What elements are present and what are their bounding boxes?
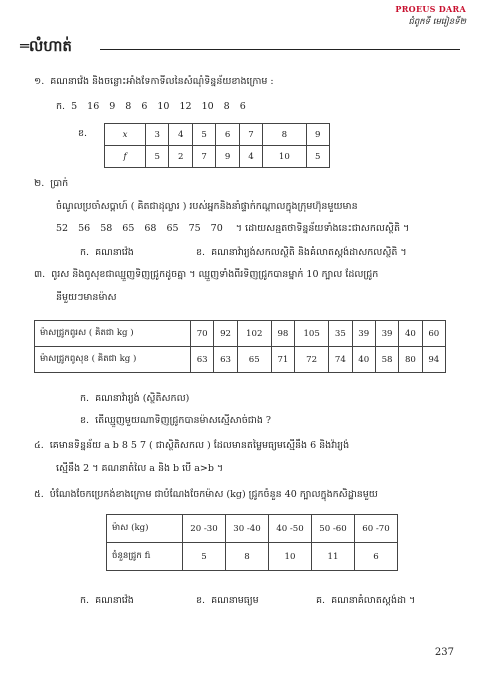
table-header: x: [105, 124, 146, 146]
q2-values: 52 56 58 65 68 65 75 70 ។ ដោយសន្មតថាទិន្នន័យទាំងនេះជាសកលស្ថិតិ ។: [56, 223, 410, 234]
chapter-label: ជំពូកទី មេរៀនទី២: [408, 17, 466, 27]
q5-table: ម៉ាស (kg) 20 -30 30 -40 40 -50 50 -60 60 -70 ចំនួនជ្រូក fi 5 8 10 11 6: [106, 514, 398, 571]
q2-text: ចំណូលប្រចាំសប្ដាហ៍ ( គិតជាដុល្លារ ) របស់អ្នកនិងនាំផ្ទាក់កណ្ដាលក្នុងក្រុមហ៊ុនមួយមាន: [56, 201, 358, 212]
q2-a: ក. គណនាវ៉េង: [80, 247, 134, 258]
q1-a-values: 5 16 9 8 6 10 12 10 8 6: [71, 101, 246, 112]
q4-text2: ស្មើនឹង 2 ។ គណនាតំលៃ a និង b បើ a>b ។: [56, 463, 224, 474]
q3-text2: នីមួយៗមានម៉ាស: [56, 292, 117, 303]
page-number: 237: [434, 647, 454, 658]
q1-b-label: ខ.: [78, 128, 88, 139]
q1-table: x 3 4 5 6 7 8 9 f 5 2 7 9 4 10 5: [104, 123, 330, 168]
q3: ៣. ពូរស និងពូសុខជាឈ្មួញទិញជ្រូកដូចគ្នា ។ ឈ្មួញទាំងពីរទិញជ្រូកបានម្នាក់ 10 ក្បាល ដែលជ្រូក: [34, 269, 379, 280]
q5: ៥. បំណែងចែកប្រេកង់ខាងក្រោម ជាបំណែងចែកម៉ាស (kg) ជ្រូកចំនួន 40 ក្បាលក្នុងកសិដ្ឋានមួយ: [34, 489, 378, 500]
q5-a: ក. គណនាវ៉េង: [80, 595, 134, 606]
q4: ៤. គេមានទិន្នន័យ a b 8 5 7 ( ជាស្ថិតិសកល ) ដែលមានតម្លៃមធ្យមស្មើនឹង 6 និងវ៉ារ្យង់: [34, 440, 350, 451]
table-header: ចំនួនជ្រូក fi: [107, 543, 183, 571]
q1: ១. គណនាវ៉េង និងចន្លោះអាំងទែកាទីលនៃសំណុំទិន្នន័យខាងក្រោម :: [34, 76, 274, 87]
table-header: f: [105, 146, 146, 168]
table-header: ម៉ាសជ្រូកពូសុខ ( គិតជា kg ): [35, 347, 191, 373]
q2: ២. ប្រាក់: [34, 178, 69, 189]
q3-a: ក. គណនាវ៉ារ្យង់ (ស្ថិតិសកល): [80, 393, 190, 404]
q5-b: ខ. គណនាមធ្យម: [196, 595, 259, 606]
title-rule: [100, 49, 460, 50]
table-header: ម៉ាស (kg): [107, 515, 183, 543]
q3-b: ខ. តើឈ្មួញមួយណាទិញជ្រូកបានម៉ាសស្មើសាច់ជាង ?: [80, 415, 271, 426]
q2-b: ខ. គណនាវ៉ារ្យង់សកលស្ថិតិ និងគំលាតស្តង់ដាសកលស្ថិតិ ។: [196, 247, 407, 258]
q3-table: ម៉ាសជ្រូកពូរស ( គិតជា kg ) 70 92 102 98 105 35 39 39 40 60 ម៉ាសជ្រូកពូសុខ ( គិតជា kg ) 63 63 65 71 72 74 40 58 80 94: [34, 320, 446, 373]
q5-c: គ. គណនាគំលាតស្តង់ដា ។: [316, 595, 416, 606]
table-header: ម៉ាសជ្រូកពូរស ( គិតជា kg ): [35, 321, 191, 347]
q1-a: ក. 5 16 9 8 6 10 12 10 8 6: [56, 100, 256, 114]
brand-name: PROEUS DARA: [395, 4, 466, 14]
section-title: ═លំហាត់: [20, 37, 72, 55]
